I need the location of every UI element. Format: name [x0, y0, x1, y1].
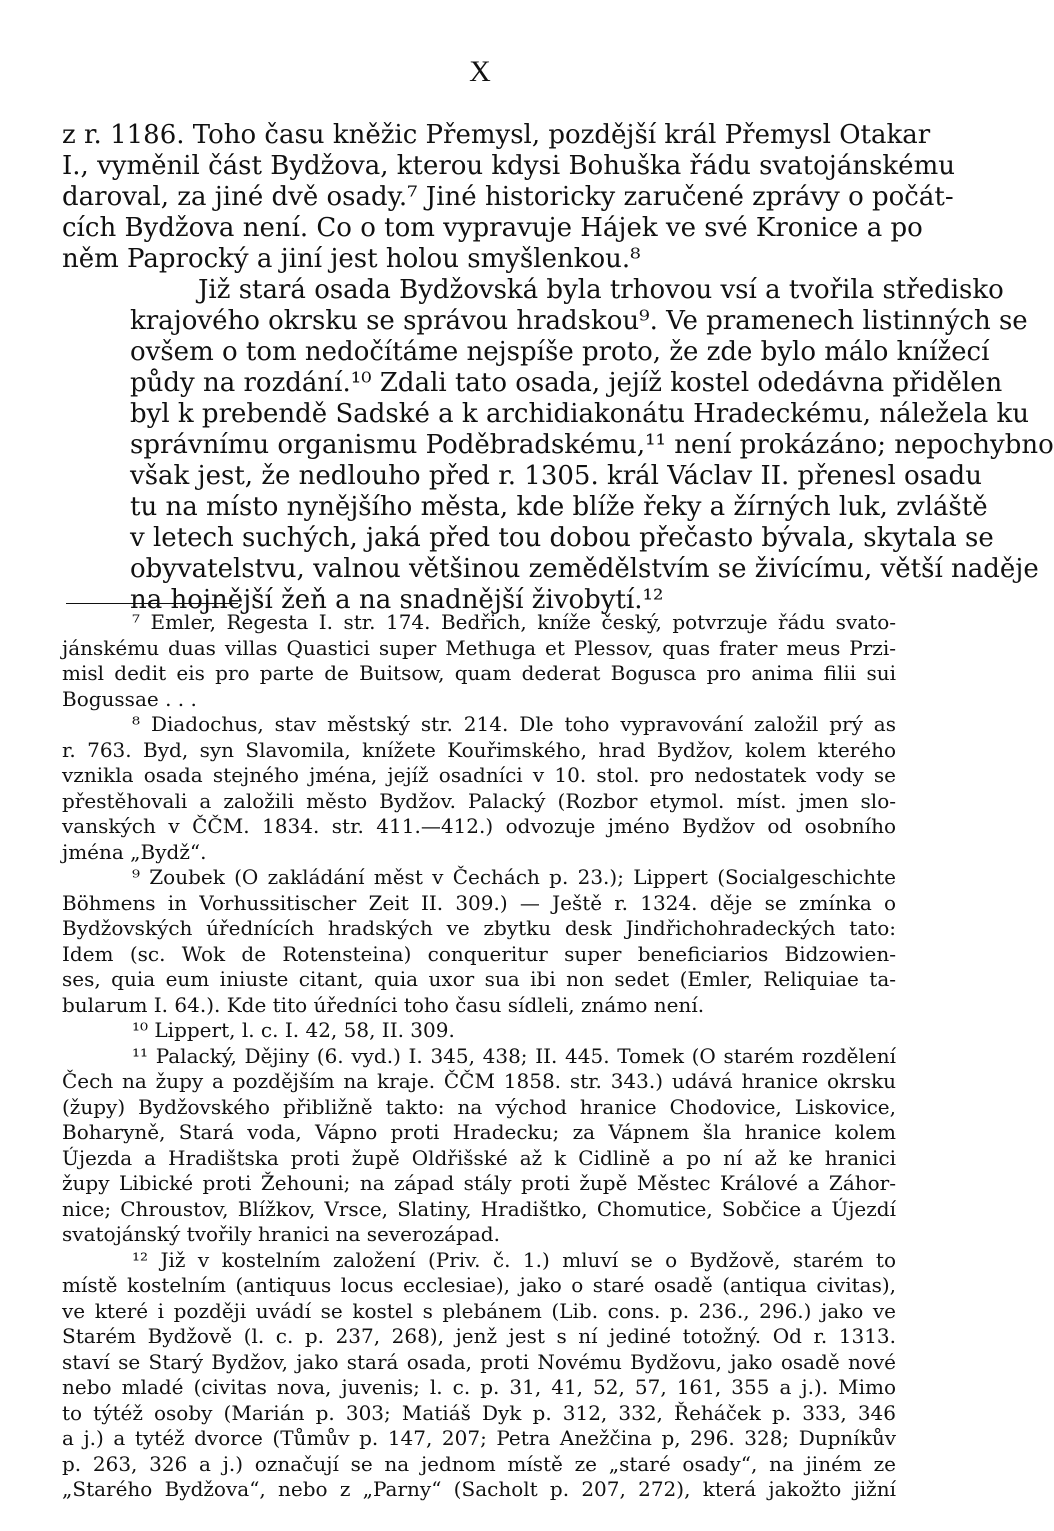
footnote-line: ¹² Již v kostelním založení (Priv. č. 1.) mluví se o Bydžově, starém to: [132, 1247, 896, 1272]
text-line: v letech suchých, jaká před tou dobou přečasto bývala, skytala se: [130, 523, 994, 553]
text-line: ovšem o tom nedočítáme nejspíše proto, že zde bylo málo knížecí: [130, 337, 990, 367]
footnote-line: ⁷ Emler, Regesta I. str. 174. Bedřich, kníže český, potvrzuje řádu svato-: [132, 610, 896, 634]
footnote-line: (župy) Bydžovského přibližně takto: na východ hranice Chodovice, Liskovice,: [62, 1094, 896, 1119]
text-line: půdy na rozdání.¹⁰ Zdali tato osada, jejíž kostel odedávna přidělen: [130, 368, 1003, 398]
footnote-8: [62, 712, 896, 865]
text-line: cích Bydžova není. Co o tom vypravuje Hájek ve své Kronice a po: [62, 213, 923, 243]
text-line: byl k prebendě Sadské a k archidiakonátu Hradeckému, náležela ku: [130, 399, 1029, 429]
footnote-line: ¹⁰ Lippert, l. c. I. 42, 58, II. 309.: [132, 1018, 455, 1042]
footnote-9: [62, 865, 896, 1018]
footnote-10: [62, 1018, 896, 1044]
footnote-line: vanských v ČČM. 1834. str. 411.—412.) odvozuje jméno Bydžov od osobního: [62, 814, 896, 838]
footnote-line: nebo mladé (civitas nova, juvenis; l. c. p. 31, 41, 52, 57, 161, 355 a j.). Mimo: [62, 1375, 896, 1399]
footnote-12: [62, 1248, 896, 1503]
footnote-line: a j.) a tytéž dvorce (Tůmův p. 147, 207; Petra Anežčina p, 296. 328; Dupníkův: [62, 1426, 896, 1450]
footnote-line: ¹¹ Palacký, Dějiny (6. vyd.) I. 345, 438; II. 445. Tomek (O starém rozdělení: [132, 1043, 896, 1068]
footnote-line: ⁸ Diadochus, stav městský str. 214. Dle toho vypravování založil prý as: [132, 712, 896, 736]
text-line: něm Paprocký a jiní jest holou smyšlenkou.⁸: [62, 244, 641, 274]
footnote-line: Starém Bydžově (l. c. p. 237, 268), jenž jest s ní jediné totožný. Od r. 1313.: [62, 1324, 896, 1348]
footnotes: [62, 610, 896, 1503]
footnote-line: Böhmens in Vorhussitischer Zeit II. 309.) — Ještě r. 1324. děje se zmínka o: [62, 890, 896, 915]
text-line: daroval, za jiné dvě osady.⁷ Jiné historicky zaručené zprávy o počát-: [62, 182, 954, 212]
text-line: obyvatelstvu, valnou většinou zemědělstvím se živícímu, větší naděje: [130, 554, 1039, 584]
text-line: na hojnější žeň a na snadnější živobytí.¹²: [130, 585, 664, 615]
page-number: X: [469, 55, 491, 88]
footnote-line: jména „Bydž“.: [62, 839, 207, 864]
footnote-line: ve které i později uvádí se kostel s plebánem (Lib. cons. p. 236., 296.) jako ve: [62, 1298, 896, 1323]
text-line: Již stará osada Bydžovská byla trhovou vsí a tvořila středisko: [198, 275, 1004, 305]
footnote-line: r. 763. Byd, syn Slavomila, knížete Kouřimského, hrad Bydžov, kolem kterého: [62, 737, 896, 762]
footnote-line: Čech na župy a pozdějším na kraje. ČČM 1858. str. 343.) udává hranice okrsku: [62, 1069, 896, 1093]
footnote-line: „Starého Bydžova“, nebo z „Parny“ (Sacholt p. 207, 272), která jakožto jižní: [62, 1477, 896, 1501]
footnote-line: to týtéž osoby (Marián p. 303; Matiáš Dyk p. 312, 332, Řeháček p. 333, 346: [62, 1400, 896, 1425]
paragraph-2: [62, 275, 1054, 616]
footnote-11: [62, 1044, 896, 1248]
footnote-line: nice; Chroustov, Blížkov, Vrsce, Slatiny, Hradištko, Chomutice, Sobčice a Újezdí: [62, 1196, 896, 1221]
text-line: správnímu organismu Poděbradskému,¹¹ není prokázáno; nepochybno: [130, 430, 1054, 460]
footnote-line: místě kostelním (antiquus locus ecclesiae), jako o staré osadě (antiqua civitas),: [62, 1273, 896, 1297]
paragraph-1: [62, 120, 955, 275]
footnote-line: bularum I. 64.). Kde tito úředníci toho času sídleli, známo není.: [62, 992, 705, 1017]
main-text: [62, 120, 1054, 616]
footnote-line: Újezda a Hradištska proti župě Oldřišské až k Cidlině a po ní až ke hranici: [62, 1145, 896, 1170]
footnote-line: přestěhovali a založili město Bydžov. Palacký (Rozbor etymol. míst. jmen slo-: [62, 788, 896, 813]
text-line: z r. 1186. Toho času kněžic Přemysl, pozdější král Přemysl Otakar: [62, 120, 931, 150]
text-line: I., vyměnil část Bydžova, kterou kdysi Bohuška řádu svatojánskému: [62, 151, 955, 181]
text-line: krajového okrsku se správou hradskou⁹. Ve pramenech listinných se: [130, 306, 1028, 336]
footnote-line: staví se Starý Bydžov, jako stará osada, proti Novému Bydžovu, jako osadě nové: [62, 1349, 896, 1374]
footnote-line: župy Libické proti Žehouni; na západ stály proti župě Městec Králové a Záhor-: [62, 1171, 896, 1195]
footnote-line: Idem (sc. Wok de Rotensteina) conqueritur super beneficiarios Bidzowien-: [62, 941, 896, 966]
footnote-line: svatojánský tvořily hranici na severozápad.: [62, 1222, 500, 1246]
footnote-line: p. 263, 326 a j.) označují se na jednom místě ze „staré osady“, na jiném ze: [62, 1451, 896, 1476]
footnote-line: Bydžovských úřednících hradských ve zbytku desk Jindřichohradeckých tato:: [62, 916, 896, 940]
footnote-7: [62, 610, 896, 712]
text-line: tu na místo nynějšího města, kde blíže řeky a žírných luk, zvláště: [130, 492, 988, 522]
footnote-line: misl dedit eis pro parte de Buitsow, quam dederat Bogusca pro anima filii sui: [62, 661, 896, 685]
text-line: však jest, že nedlouho před r. 1305. král Václav II. přenesl osadu: [130, 461, 982, 491]
footnote-line: ses, quia eum iniuste citant, quia uxor sua ibi non sedet (Emler, Reliquiae ta-: [62, 967, 896, 991]
footnote-line: ⁹ Zoubek (O zakládání měst v Čechách p. 23.); Lippert (Socialgeschichte: [132, 865, 896, 889]
footnote-line: Boharyně, Stará voda, Vápno proti Hradecku; za Vápnem šla hranice kolem: [62, 1120, 896, 1144]
footnote-separator: [66, 603, 238, 604]
footnote-line: vznikla osada stejného jména, jejíž osadníci v 10. stol. pro nedostatek vody se: [62, 763, 896, 787]
footnote-line: jánskému duas villas Quastici super Methuga et Plessov, quas frater meus Przi-: [62, 635, 896, 660]
footnote-line: Bogussae . . .: [62, 686, 197, 711]
